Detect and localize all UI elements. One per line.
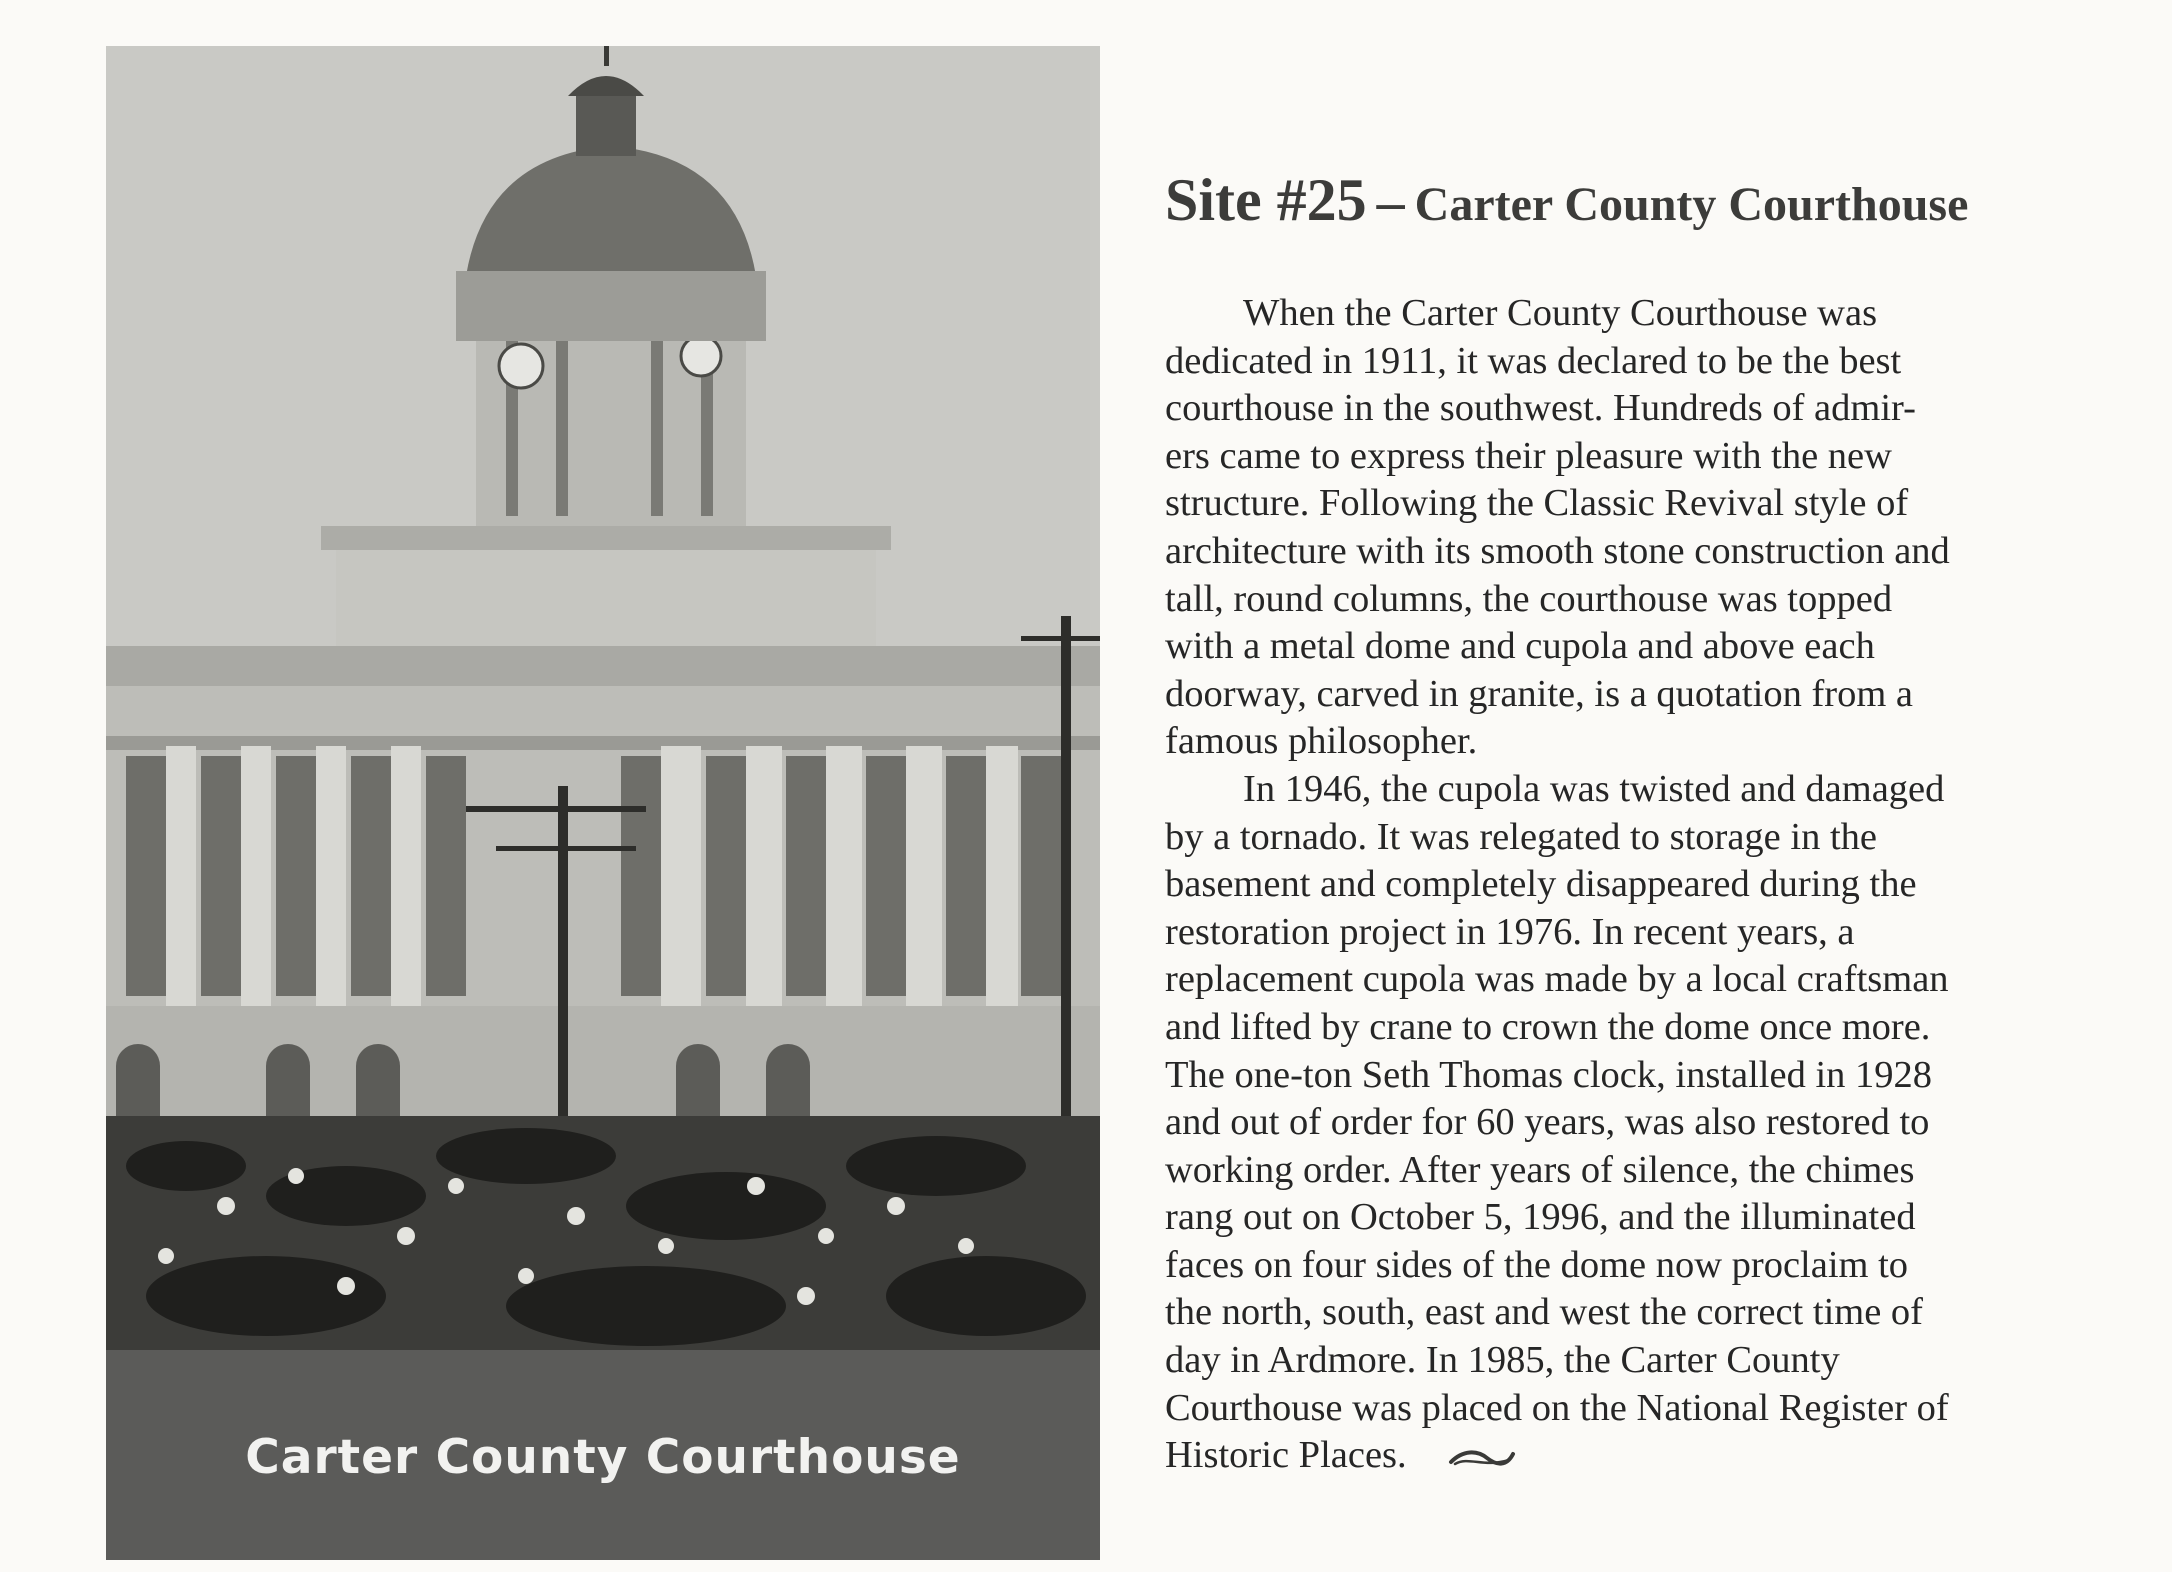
courthouse-illustration: [106, 46, 1100, 1350]
paragraph: [1165, 766, 2105, 1482]
paragraph: [1165, 290, 2105, 766]
photo-panel: [106, 46, 1100, 1560]
article-body: [1165, 290, 2105, 1482]
text-line: When the Carter County Courthouse was: [1243, 292, 1878, 334]
text-line-content: Historic Places.: [1165, 1434, 1407, 1477]
text-line: by a tornado. It was relegated to storage in the: [1165, 815, 1878, 858]
site-heading: [1165, 166, 1968, 235]
flourish-icon: [1447, 1435, 1517, 1483]
text-line: and lifted by crane to crown the dome once more.: [1165, 1005, 1931, 1048]
text-line: faces on four sides of the dome now proclaim to: [1165, 1243, 1909, 1286]
text-line: rang out on October 5, 1996, and the illuminated: [1165, 1196, 1916, 1239]
text-line: working order. After years of silence, the chimes: [1165, 1148, 1915, 1191]
site-name: Carter County Courthouse: [1414, 178, 1969, 231]
text-line: with a metal dome and cupola and above each: [1165, 625, 1875, 668]
text-line: replacement cupola was made by a local craftsman: [1165, 958, 1949, 1001]
text-line: ers came to express their pleasure with the new: [1165, 434, 1892, 477]
text-line: day in Ardmore. In 1985, the Carter County: [1165, 1339, 1840, 1382]
text-line: the north, south, east and west the correct time of: [1165, 1291, 1924, 1334]
text-line: architecture with its smooth stone construction and: [1165, 529, 1950, 572]
text-line: tall, round columns, the courthouse was topped: [1165, 577, 1893, 620]
text-line: restoration project in 1976. In recent years, a: [1165, 910, 1855, 953]
heading-separator: –: [1376, 171, 1405, 233]
text-line: structure. Following the Classic Revival style of: [1165, 482, 1909, 525]
site-number: Site #25: [1165, 167, 1367, 233]
text-line: Courthouse was placed on the National Register of: [1165, 1386, 1949, 1429]
text-line: basement and completely disappeared during the: [1165, 863, 1917, 906]
text-line: famous philosopher.: [1165, 720, 1478, 763]
courthouse-photo: [106, 46, 1100, 1350]
photo-caption: Carter County Courthouse: [245, 1430, 961, 1485]
text-line: doorway, carved in granite, is a quotation from a: [1165, 672, 1914, 715]
text-line: The one-ton Seth Thomas clock, installed in 1928: [1165, 1053, 1933, 1096]
text-line: courthouse in the southwest. Hundreds of admir-: [1165, 387, 1916, 430]
text-line: In 1946, the cupola was twisted and damaged: [1243, 767, 1945, 810]
text-line: dedicated in 1911, it was declared to be the best: [1165, 339, 1902, 382]
text-line: and out of order for 60 years, was also restored to: [1165, 1101, 1930, 1144]
text-line-last: [1165, 1432, 2105, 1482]
